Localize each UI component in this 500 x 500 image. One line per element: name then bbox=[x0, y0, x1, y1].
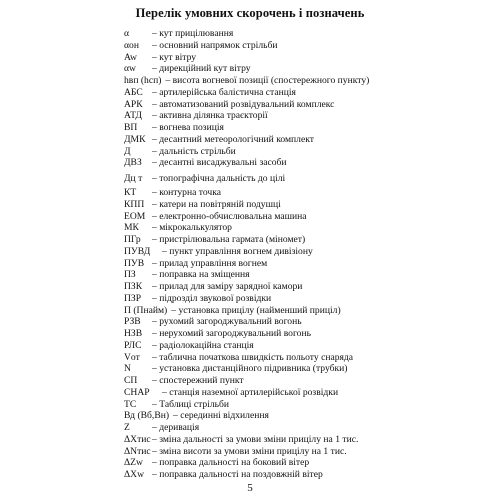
abbreviation: αw bbox=[124, 63, 136, 75]
abbreviation-description: – зміна висоти за умови зміни прицілу на 1 тис. bbox=[152, 445, 347, 457]
list-item bbox=[124, 328, 484, 340]
abbreviation-description: – пристрілювальна гармата (міномет) bbox=[152, 234, 306, 245]
list-item bbox=[124, 446, 484, 458]
abbreviation-description: – топографічна дальність до цілі bbox=[152, 173, 286, 184]
abbreviation: НЗВ bbox=[124, 328, 143, 339]
abbreviation: ДВЗ bbox=[124, 157, 142, 169]
abbreviation: КТ bbox=[124, 187, 137, 198]
list-item bbox=[124, 293, 484, 305]
list-item bbox=[124, 258, 484, 270]
abbreviation-description: – спостережний пункт bbox=[152, 375, 244, 386]
abbreviation: Д bbox=[124, 145, 131, 157]
abbreviation: αон bbox=[124, 39, 139, 51]
list-item bbox=[124, 87, 484, 99]
abbreviation: ПЗР bbox=[124, 292, 142, 304]
abbreviation-description: – активна ділянка траєкторії bbox=[152, 110, 268, 122]
list-item bbox=[124, 340, 484, 352]
abbreviation: ПУВ bbox=[124, 257, 145, 269]
abbreviation-description: – прилад управління вогнем bbox=[152, 257, 268, 269]
list-item bbox=[124, 75, 484, 87]
abbreviation-description: – артилерійська балістична станція bbox=[152, 86, 296, 98]
list-item bbox=[124, 122, 484, 134]
list-item bbox=[124, 169, 484, 187]
list-item bbox=[124, 281, 484, 293]
abbreviation: ТС bbox=[124, 398, 137, 410]
abbreviation: ЕОМ bbox=[124, 210, 146, 222]
list-item bbox=[124, 110, 484, 122]
abbreviation: ΔZw bbox=[124, 457, 143, 469]
abbreviation-description: – контурна точка bbox=[152, 187, 221, 198]
abbreviation: Aw bbox=[124, 51, 137, 63]
abbreviation-description: – автоматизований розвідувальний комплекс bbox=[152, 98, 335, 110]
abbreviation-description: – станція наземної артилерійської розвідки bbox=[162, 386, 339, 398]
abbreviation: ΔNтис bbox=[124, 445, 151, 457]
abbreviation: Z bbox=[124, 422, 130, 433]
abbreviation: АБС bbox=[124, 86, 143, 98]
abbreviation-description: – кут вітру bbox=[152, 51, 197, 63]
abbreviation-description: – пункт управління вогнем дивізіону bbox=[162, 245, 313, 257]
abbreviation-description: – таблична початкова швидкість польоту снаряда bbox=[152, 351, 354, 363]
list-item bbox=[124, 457, 484, 469]
list-item bbox=[124, 375, 484, 387]
abbreviation: СНАР bbox=[124, 386, 150, 398]
abbreviation-description: – електронно-обчислювальна машина bbox=[152, 210, 307, 222]
list-item bbox=[124, 199, 484, 211]
abbreviation-description: – деривація bbox=[152, 422, 200, 433]
list-item bbox=[124, 246, 484, 258]
abbreviation: ПЗК bbox=[124, 281, 143, 292]
list-item bbox=[124, 410, 484, 422]
abbreviation-description: – серединні відхилення bbox=[173, 410, 269, 422]
abbreviation: ПЗ bbox=[124, 269, 136, 281]
abbreviation: РЗВ bbox=[124, 316, 141, 328]
abbreviation: N bbox=[124, 363, 131, 375]
list-item bbox=[124, 222, 484, 234]
abbreviation-description: – кут прицілювання bbox=[152, 28, 234, 39]
list-item bbox=[124, 399, 484, 411]
abbreviation: ВП bbox=[124, 122, 138, 133]
abbreviation-description: – десантний метеорологічний комплект bbox=[152, 133, 314, 145]
list-item bbox=[124, 422, 484, 434]
list-item bbox=[124, 28, 484, 40]
abbreviation: РЛС bbox=[124, 339, 142, 351]
abbreviation-description: – рухомий загороджувальний вогонь bbox=[152, 316, 302, 328]
list-item bbox=[124, 352, 484, 364]
abbreviation: ДМК bbox=[124, 133, 146, 145]
list-item bbox=[124, 316, 484, 328]
list-item bbox=[124, 234, 484, 246]
abbreviation-description: – прилад для заміру зарядної камори bbox=[152, 281, 303, 292]
abbreviation-list bbox=[124, 28, 484, 481]
abbreviation-description: – поправка дальності на боковий вітер bbox=[152, 457, 310, 469]
list-item bbox=[124, 134, 484, 146]
abbreviation-description: – Таблиці стрільби bbox=[152, 398, 230, 410]
abbreviation-description: – дальність стрільби bbox=[152, 145, 236, 157]
abbreviation-description: – висота вогневої позиції (спостережного пункту) bbox=[165, 75, 370, 86]
abbreviation-description: – катери на повітряній подушці bbox=[152, 198, 281, 210]
abbreviation: hвп (hсп) bbox=[124, 75, 162, 86]
abbreviation: АТД bbox=[124, 110, 142, 122]
abbreviation: ΔXw bbox=[124, 469, 145, 480]
abbreviation-description: – поправка на зміщення bbox=[152, 269, 250, 281]
abbreviation: АРК bbox=[124, 98, 143, 110]
abbreviation: ПГр bbox=[124, 234, 141, 245]
list-item bbox=[124, 363, 484, 375]
abbreviation: ПУВД bbox=[124, 245, 151, 257]
list-item bbox=[124, 269, 484, 281]
abbreviation: П (Пнайм) bbox=[124, 304, 168, 316]
abbreviation: Дц т bbox=[124, 173, 143, 184]
abbreviation-description: – радіолокаційна станція bbox=[152, 339, 254, 351]
abbreviation-description: – основний напрямок стрільби bbox=[152, 39, 278, 51]
abbreviation-description: – установка прицілу (найменший приціл) bbox=[171, 304, 341, 316]
abbreviation: КПП bbox=[124, 198, 145, 210]
list-item bbox=[124, 52, 484, 64]
list-item bbox=[124, 187, 484, 199]
abbreviation-description: – десантні висаджувальні засоби bbox=[152, 157, 287, 169]
list-item bbox=[124, 157, 484, 169]
abbreviation: Вд (Вб,Вн) bbox=[124, 410, 170, 422]
abbreviation: МК bbox=[124, 222, 139, 234]
list-item bbox=[124, 305, 484, 317]
list-item bbox=[124, 211, 484, 223]
list-item bbox=[124, 434, 484, 446]
page-number: 5 bbox=[247, 482, 253, 494]
abbreviation-description: – установка дистанційного підривника (трубки) bbox=[152, 363, 348, 375]
page-title: Перелік умовних скорочень і позначень bbox=[135, 6, 365, 20]
list-item bbox=[124, 40, 484, 52]
abbreviation: Vот bbox=[124, 351, 140, 363]
list-item bbox=[124, 99, 484, 111]
list-item bbox=[124, 146, 484, 158]
abbreviation-description: – дирекційний кут вітру bbox=[152, 63, 251, 75]
list-item bbox=[124, 63, 484, 75]
abbreviation: СП bbox=[124, 375, 138, 386]
abbreviation-description: – мікрокалькулятор bbox=[152, 222, 232, 234]
list-item bbox=[124, 469, 484, 481]
abbreviation: α bbox=[124, 28, 130, 39]
abbreviation-description: – підрозділ звукової розвідки bbox=[152, 292, 272, 304]
abbreviation-description: – зміна дальності за умови зміни прицілу на 1 тис. bbox=[152, 433, 359, 445]
abbreviation-description: – нерухомий загороджувальний вогонь bbox=[152, 328, 311, 339]
abbreviation-description: – поправка дальності на поздовжній вітер bbox=[152, 469, 323, 480]
list-item bbox=[124, 387, 484, 399]
abbreviation: ΔXтис bbox=[124, 433, 151, 445]
abbreviation-description: – вогнева позиція bbox=[152, 122, 224, 133]
